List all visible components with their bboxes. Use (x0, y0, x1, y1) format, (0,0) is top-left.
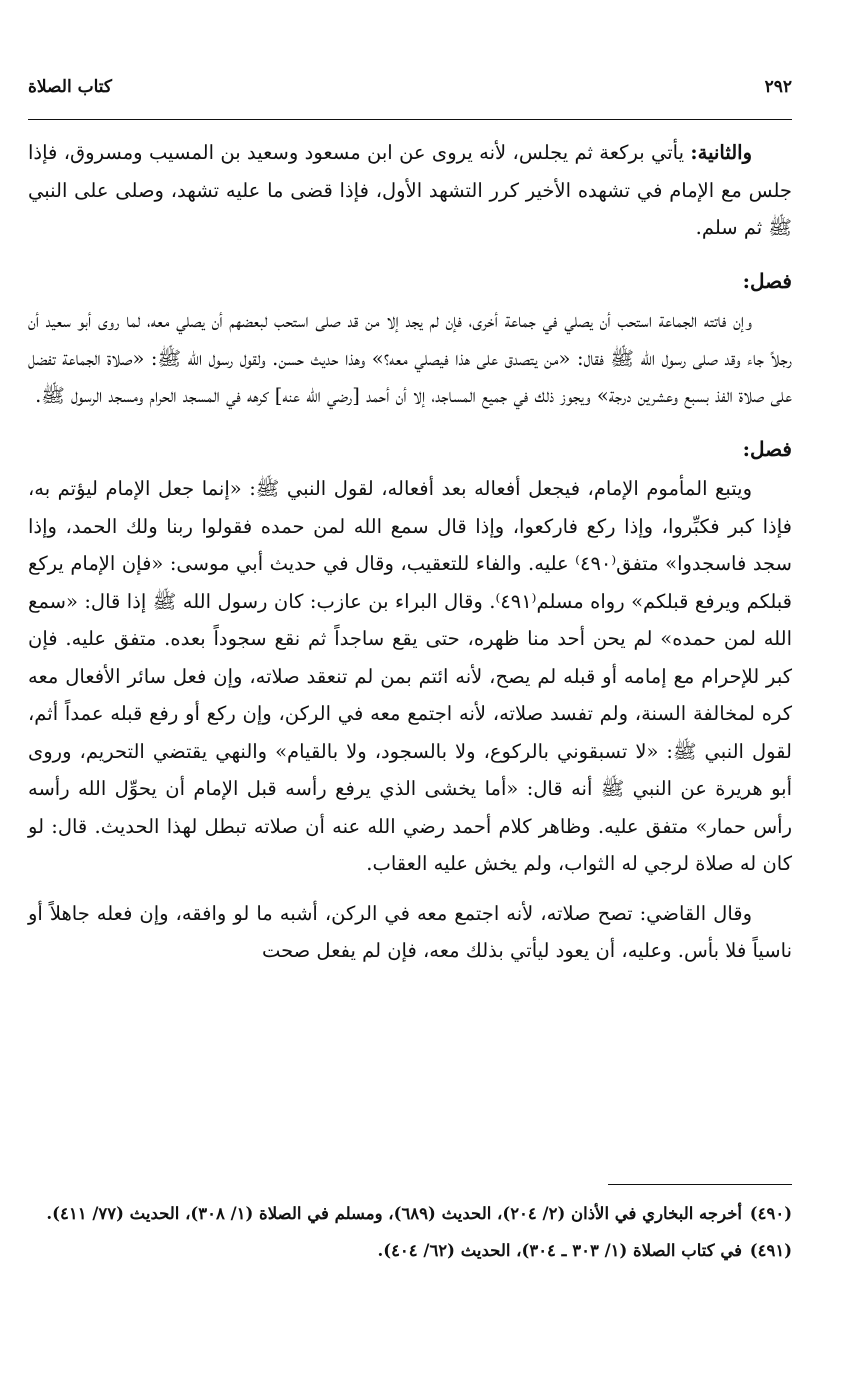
footnote-number: (٤٩٠) (749, 1204, 792, 1223)
footnote (28, 1235, 792, 1266)
paragraph-lead: والثانية: (690, 141, 752, 164)
footnote-number: (٤٩١) (749, 1241, 792, 1260)
page-header (28, 62, 792, 112)
footnote-rule (608, 1184, 792, 1185)
paragraph-text: يأتي بركعة ثم يجلس، لأنه يروى عن ابن مسعود وسعيد بن المسيب ومسروق، فإذا جلس مع الإمام في تشهده الأخير كرر التشهد الأول، فإذا قضى ما عليه تشهد، وصلى على النبي ﷺ ثم سلم. (28, 141, 792, 239)
footnote-text: أخرجه البخاري في الأذان (٢/ ٢٠٤)، الحديث (٦٨٩)، ومسلم في الصلاة (١/ ٣٠٨)، الحديث (٧٧/ ٤١١). (46, 1204, 742, 1223)
footnote (28, 1198, 792, 1229)
footnote-text: في كتاب الصلاة (١/ ٣٠٣ ـ ٣٠٤)، الحديث (٦٢/ ٤٠٤). (377, 1241, 742, 1260)
page-number: ٢٩٢ (764, 77, 792, 97)
running-title: كتاب الصلاة (28, 77, 113, 97)
main-text (28, 134, 792, 982)
book-page (28, 0, 792, 1374)
paragraph-qadi-opinion: وقال القاضي: تصح صلاته، لأنه اجتمع معه في الركن، أشبه ما لو وافقه، وإن فعله جاهلاً أو ناسياً فلا بأس. وعليه، أن يعود ليأتي بذلك معه، فإن لم يفعل صحت (28, 901, 792, 962)
footnotes (28, 1198, 792, 1272)
section-heading: فصل: (742, 268, 792, 293)
section-heading: فصل: (742, 436, 792, 461)
paragraph-second-case (28, 134, 792, 247)
paragraph-missed-congregation: وإن فاتته الجماعة استحب أن يصلي في جماعة أخرى، فإن لم يجد إلا من قد صلى استحب لبعضهم أن يصلي معه، لما روى أبو سعيد أن رجلاً جاء وقد صلى رسول الله ﷺ فقال: «من يتصدق على هذا فيصلي معه؟» وهذا حديث حسن. ولقول رسول الله ﷺ: «صلاة الجماعة تفضل على صلاة الفذ بسبع وعشرين درجة» ويجوز ذلك في جميع المساجد، إلا أن أحمد [رضي الله عنه] كرهه في المسجد الحرام ومسجد الرسول ﷺ. (28, 309, 792, 407)
header-rule (28, 119, 792, 120)
paragraph-following-imam: ويتبع المأموم الإمام، فيجعل أفعاله بعد أفعاله، لقول النبي ﷺ: «إنما جعل الإمام ليؤتم به، فإذا كبر فكبِّروا، وإذا ركع فاركعوا، وإذا قال سمع الله لمن حمده فقولوا ربنا ولك الحمد، وإذا سجد فاسجدوا» متفق⁽٤٩٠⁾ عليه. والفاء للتعقيب، وقال في حديث أبي موسى: «فإن الإمام يركع قبلكم ويرفع قبلكم» رواه مسلم⁽٤٩١⁾. وقال البراء بن عازب: كان رسول الله ﷺ إذا قال: «سمع الله لمن حمده» لم يحن أحد منا ظهره، حتى يقع ساجداً ثم نقع سجوداً بعده. متفق عليه. فإن كبر للإحرام مع إمامه أو قبله لم يصح، لأنه ائتم بمن لم تنعقد صلاته، وإن فعل سائر الأفعال معه كره لمخالفة السنة، ولم تفسد صلاته، لأنه اجتمع معه في الركن، وإن ركع أو رفع قبله عمداً أثم، لقول النبي ﷺ: «لا تسبقوني بالركوع، ولا بالسجود، ولا بالقيام» والنهي يقتضي التحريم، وروى أبو هريرة عن النبي ﷺ أنه قال: «أما يخشى الذي يرفع رأسه قبل الإمام أن يحوِّل الله رأسه رأس حمار» متفق عليه. وظاهر كلام أحمد رضي الله عنه أن صلاته تبطل لهذا الحديث. قال: لو كان له صلاة لرجي له الثواب، ولم يخش عليه العقاب. (28, 477, 793, 875)
